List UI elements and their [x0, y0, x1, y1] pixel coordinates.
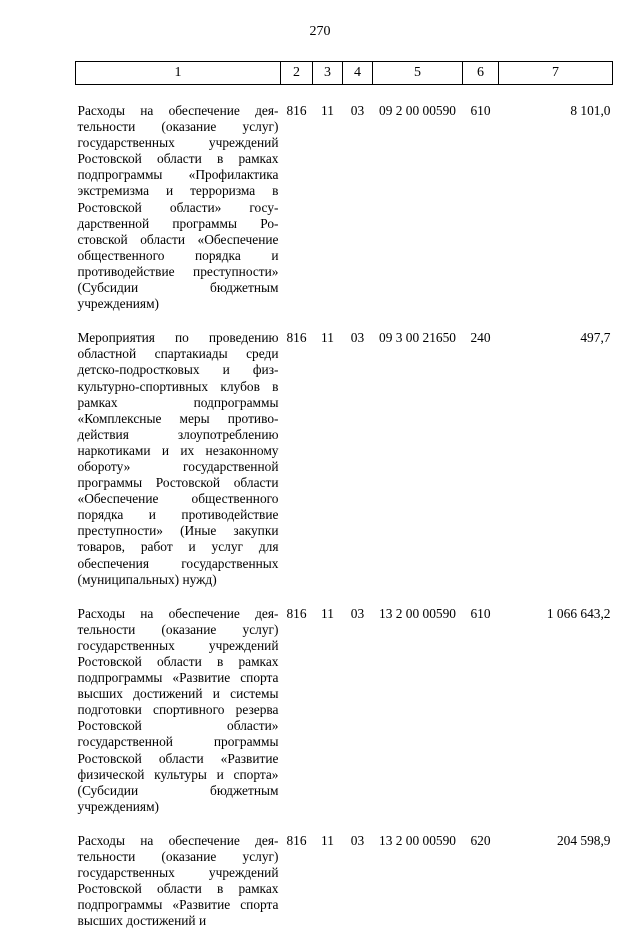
row-name: Расходы на обеспечение деятельности (оказание услуг) государственных учреждений Ростовской области в рамках подпрограммы «Развитие спорта высших достижений и системы подготовки спортивного резерва Ростовской области» государственной программы Ростовской области «Развитие физической культуры и спорта» (Субсидии бюджетным учреждениям): [77, 605, 279, 814]
table-row: [76, 606, 613, 815]
row-target-article: 09 3 00 21650: [379, 330, 456, 346]
row-target-article: 09 2 00 00590: [379, 103, 456, 118]
budget-table: [75, 61, 613, 930]
row-name: Расходы на обеспечение деятельности (оказание услуг) государственных учреждений Ростовской области в рамках подпрограммы «Развитие спорта высших достижений и: [77, 832, 279, 929]
row-ministry: 816: [286, 832, 307, 848]
row-section: 11: [321, 103, 334, 118]
header-col-3: 3: [313, 62, 343, 85]
row-amount: 204 598,9: [556, 832, 611, 848]
row-ministry: 816: [286, 103, 307, 118]
row-name: Мероприятия по проведению областной спартакиады среди детско-подростковых и физкультурно-спортивных клубов в рамках подпрограммы «Комплексные меры противодействия злоупотреблению наркотиками и их незаконному обороту» государственной программы Ростовской области «Обеспечение общественного порядка и противодействие преступности» (Иные закупки товаров, работ и услуг для обеспечения государственных (муниципальных) нужд): [77, 330, 279, 587]
table-row: [76, 103, 613, 312]
row-name: Расходы на обеспечение деятельности (оказание услуг) государственных учреждений Ростовской области в рамках подпрограммы «Профилактика экстремизма и терроризма в Ростовской области» государственной программы Ростовской области «Обеспечение общественного порядка и противодействие преступности» (Субсидии бюджетным учреждениям): [77, 103, 279, 312]
row-amount: 497,7: [580, 330, 611, 346]
row-target-article: 13 2 00 00590: [379, 832, 456, 848]
table-row: [76, 330, 613, 588]
header-col-4: 4: [343, 62, 373, 85]
row-target-article: 13 2 00 00590: [379, 605, 456, 621]
row-ministry: 816: [286, 330, 307, 346]
header-col-1: 1: [76, 62, 281, 85]
row-expense-type: 610: [470, 103, 491, 118]
header-col-7: 7: [499, 62, 613, 85]
header-col-5: 5: [373, 62, 463, 85]
row-amount: 8 101,0: [570, 103, 611, 118]
row-subsection: 03: [350, 103, 365, 118]
row-expense-type: 620: [470, 832, 491, 848]
row-amount: 1 066 643,2: [546, 605, 611, 621]
row-expense-type: 240: [470, 330, 491, 346]
header-col-2: 2: [281, 62, 313, 85]
row-section: 11: [321, 605, 334, 621]
row-subsection: 03: [350, 832, 365, 848]
row-subsection: 03: [350, 605, 365, 621]
page-number: 270: [309, 24, 331, 39]
row-subsection: 03: [350, 330, 365, 346]
row-expense-type: 610: [470, 605, 491, 621]
row-section: 11: [321, 832, 334, 848]
header-col-6: 6: [463, 62, 499, 85]
header-row: [76, 62, 613, 85]
row-ministry: 816: [286, 605, 307, 621]
row-section: 11: [321, 330, 334, 346]
table-row: [76, 833, 613, 930]
